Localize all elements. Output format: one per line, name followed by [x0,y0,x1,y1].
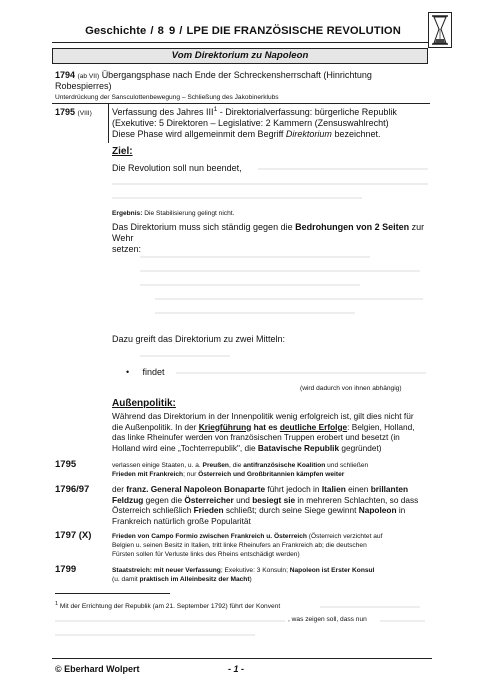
r1797-l2: Belgien u. seinen Besitz in Italien, tritt linke Rheinufers an Frankreich ab; die deutschen [112,542,367,549]
r1799-l1c: Napoleon ist Erster Konsul [289,567,375,574]
bedrohung-line1b: Bedrohungen von 2 Seiten [295,222,410,232]
bedrohung-line2: setzen: [112,244,142,254]
r1795b-l2c: Österreich und Großbritannien kämpfen weiter [198,471,345,478]
r1795b-l1d: antifranzösische Koalition [243,462,326,469]
footnote-ref: 1 [213,106,218,113]
divider [108,103,109,143]
row-1795b-text [112,461,442,479]
r1799-l2c: ) [249,576,252,583]
row-1794 [55,70,435,92]
r1796-l1a: der [112,484,127,494]
r1796-l2c: Österreicher [184,494,234,505]
ergebnis-line [112,209,234,218]
tag-1795: (VIII) [77,110,92,117]
mittel-bullet-word: findet [142,367,165,377]
aussen-l1: Während das Direktorium in der Innenpolitik wenig erfolgreich ist, gilt dies nicht für [112,411,414,421]
footer-divider [52,658,432,659]
year-1795: 1795 [55,107,76,117]
footnote-line1: Mit der Errichtung der Republik (am 21. September 1792) führt der Konvent [58,603,281,611]
blank-line [140,284,360,286]
footnote-number: 1 [55,601,59,607]
tag-1794: (ab VII) [77,73,100,80]
text-1794-line1: Übergangsphase nach Ende der Schreckensherrschaft (Hinrichtung [101,70,372,80]
r1795b-l1b: Preußen [202,462,229,469]
r1796-l4: Frankreich natürlich große Popularität [112,515,251,526]
r1796-l2e: besiegt sie [252,494,296,505]
aussen-heading: Außenpolitik: [112,398,176,409]
r1795b-l2b: ; nur [183,471,199,478]
bedrohung-line1c: zur Wehr [112,222,425,243]
r1796-l3a: Österreich schließlich [112,505,194,515]
header-subject: Geschichte [85,25,147,37]
ziel-heading: Ziel: [112,146,133,157]
aussen-l4a: Holland wird eine „Tochterrepublik", die [112,442,258,453]
mittel-text: Dazu greift das Direktorium zu zwei Mitteln: [112,334,286,344]
bedrohung-line1a: Das Direktorium muss sich ständig gegen die [112,222,296,232]
r1799-l2b: praktisch im Alleinbesitz der Macht [139,576,250,583]
row-1799-text [112,566,447,584]
ziel-text: Die Revolution soll nun beendet, [112,163,242,173]
aussen-l2e: : Belgien, Holland, [347,421,415,432]
r1796-l3b: Frieden [193,505,224,515]
header-separator-2: / [179,25,183,37]
text-1795-line3a: Diese Phase wird allgemeinmit dem Begriff [112,129,286,139]
row-1795-label [55,107,92,118]
ergebnis-label: Ergebnis: [112,210,143,217]
aussen-l2d: deutliche Erfolge [279,421,348,432]
blank-line [112,197,362,199]
text-1795-line1a: Verfassung des Jahres III [112,107,214,117]
r1796-l2d: und [233,494,253,505]
r1796-l1b: franz. General Napoleon Bonaparte [126,484,266,494]
aussen-l2a: die Außenpolitik. In der [112,421,199,432]
blank-line [258,168,428,170]
aussen-l2b: Kriegführung [198,421,252,432]
aussen-l4b: Batavische Republik [257,442,340,453]
footnote-line2: , was zeigen soll, dass nun [288,616,367,623]
header-separator: / [150,25,154,37]
footer-page-number: - 1 - [228,664,245,674]
r1795b-l1c: , die [228,462,244,469]
r1796-l3e: in [396,505,406,515]
text-1794-line2: Robespierres) [55,81,112,91]
r1795b-l1a: verlassen einige Staaten, u. a. [112,462,203,469]
hourglass-logo-icon [428,12,452,48]
blank-line [140,256,370,258]
blank-line [176,372,426,374]
r1796-l2b: gegen die [143,494,185,505]
year-1795-b: 1795 [55,459,77,470]
ergebnis-value: Die Stabilisierung gelingt nicht. [144,210,235,217]
aussen-l2c: hat es [251,421,280,432]
bedrohung-text [112,222,432,255]
r1797-l1a: Frieden von Campo Formio zwischen Frankreich u. Österreich [112,533,307,540]
r1795b-l1e: und schließen [325,462,369,469]
sub-1794: Unterdrückung der Sansculottenbewegung – Schließung des Jakobinerklubs [55,94,279,101]
r1796-l1f: brillanten [370,484,409,494]
mittel-note: (wird dadurch von ihnen abhängig) [300,385,402,392]
aussen-l4c: gegründet) [339,442,382,453]
r1797-l3: Fürsten sollen für Verluste links des Rheins entschädigt werden) [112,551,300,558]
r1796-l2f: in mehreren Schlachten, so dass [295,494,419,505]
r1796-l2a: Feldzug [112,494,144,505]
r1796-l3d: Napoleon [358,505,397,515]
page-header [52,22,434,43]
header-title: LPE DIE FRANZÖSISCHE REVOLUTION [186,25,401,37]
blank-line [112,183,428,185]
header-grade-2: 9 [168,25,176,37]
footer-author: © Eberhard Wolpert [55,664,140,674]
mittel-bullet-item [126,367,165,378]
aussen-l3: das linke Rheinufer werden von französischen Truppen erobert und besetzt (in [112,432,400,442]
r1795b-l2a: Frieden mit Frankreich [112,471,184,478]
blank-line [140,355,230,357]
blank-line [155,312,355,314]
blank-line [155,298,423,300]
r1796-l1e: einen [345,484,371,494]
section-title: Vom Direktorium zu Napoleon [52,48,428,64]
text-1795-line3c: bezeichnet. [331,129,381,139]
r1796-l3c: schließt; durch seine Siege gewinnt [223,505,359,515]
bullet: • [126,367,130,377]
year-1799: 1799 [55,564,77,575]
r1799-l1a: Staatstreich: mit neuer Verfassung [112,567,221,574]
r1799-l1b: ; Exekutive: 3 Konsuln; [220,567,290,574]
blank-line [320,606,420,608]
blank-line [55,620,285,622]
row-1796-text [112,484,442,526]
blank-line [55,634,255,636]
row-1795-text [112,105,432,140]
header-grade-1: 8 [157,25,164,37]
year-1796: 1796/97 [55,484,90,495]
r1796-l1c: führt jedoch in [265,484,322,494]
footnote-divider [55,593,170,594]
year-1794: 1794 [55,70,76,80]
r1797-l1b: (Österreich verzichtet auf [306,533,383,540]
row-1797-text [112,532,447,559]
text-1795-line2: (Exekutive: 5 Direktoren – Legislative: 2 Kammern (Zensuswahlrecht) [112,118,389,128]
r1799-l2a: (u. damit [112,576,140,583]
aussen-text [112,411,442,453]
blank-line [380,620,425,622]
blank-line [140,270,420,272]
r1796-l1d: Italien [321,484,346,494]
year-1797: 1797 (X) [55,530,92,541]
text-1795-line1b: - Direktorialverfassung: bürgerliche Republik [219,107,397,117]
text-1795-line3b: Direktorium [285,129,332,139]
